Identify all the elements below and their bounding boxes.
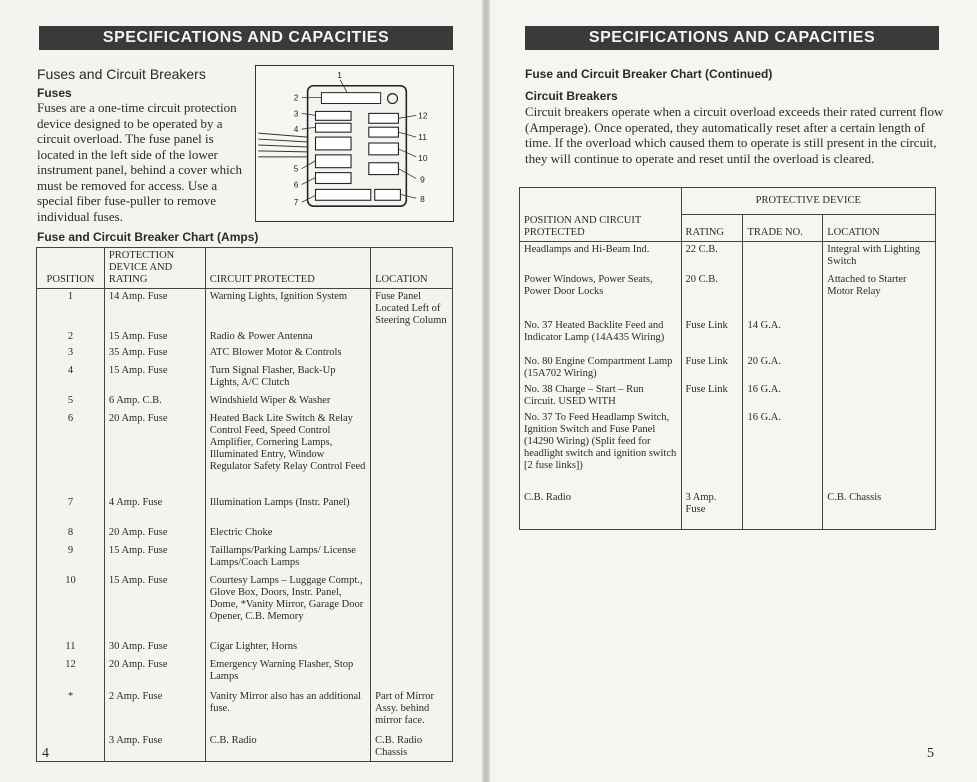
callout-5: 5 (293, 163, 299, 174)
callout-2: 2 (293, 92, 299, 103)
cell-location (371, 345, 453, 363)
fuse-12 (369, 113, 399, 123)
left-page (0, 0, 482, 782)
right-page-number: 5 (927, 746, 934, 761)
fuse-9 (369, 163, 399, 175)
cell-location: Attached to Starter Motor Relay (823, 272, 936, 318)
cell-rating: Fuse Link (681, 354, 743, 382)
col-protection: PROTECTION DEVICE AND RATING (104, 248, 205, 289)
cell-circuit: No. 37 To Feed Headlamp Switch, Ignition Switch and Fuse Panel (14290 Wiring) (Split feed for headlight switch and ignition switch [2 fuse links]) (520, 410, 682, 490)
table-row (520, 242, 936, 272)
cell-location (823, 354, 936, 382)
callout-9: 9 (420, 174, 425, 185)
cell-location (371, 393, 453, 411)
cell-position: 11 (37, 639, 105, 657)
right-page (490, 0, 977, 782)
cell-circuit: No. 38 Charge – Start – Run Circuit. USED WITH (520, 382, 682, 410)
cell-location: Fuse Panel Located Left of Steering Column (371, 289, 453, 330)
table-row (37, 363, 453, 393)
table-row (37, 345, 453, 363)
table-row (37, 411, 453, 495)
cell-trade-no (743, 242, 823, 272)
cell-rating (681, 410, 743, 490)
cell-rating: 20 Amp. Fuse (104, 657, 205, 689)
fuse-panel-diagram (255, 65, 454, 222)
cell-rating: 15 Amp. Fuse (104, 573, 205, 639)
left-banner: SPECIFICATIONS AND CAPACITIES (39, 26, 453, 50)
cell-location (371, 543, 453, 573)
fuse-7 (316, 189, 371, 200)
table-row (37, 329, 453, 345)
table-row (520, 318, 936, 354)
callout-1: 1 (337, 69, 342, 80)
fuse-4 (316, 123, 352, 132)
cell-circuit: No. 37 Heated Backlite Feed and Indicator Lamp (14A435 Wiring) (520, 318, 682, 354)
callout-6: 6 (293, 179, 299, 190)
cell-circuit: Warning Lights, Ignition System (205, 289, 370, 330)
cell-location (371, 411, 453, 495)
fuses-paragraph: Fuses are a one-time circuit protection device designed to be operated by a circuit overload. The fuse panel is located in the left side of the lower instrument panel, behind a cover which must be removed for access. Use a special fiber fuse-puller to remove individual fuses. (37, 100, 243, 224)
col-location: LOCATION (823, 215, 936, 242)
cell-rating: 15 Amp. Fuse (104, 329, 205, 345)
table-row (37, 733, 453, 762)
cell-location (823, 410, 936, 490)
fuse-1 (321, 93, 380, 104)
fuse-6 (316, 173, 352, 184)
callout-7: 7 (293, 197, 299, 208)
cell-rating: 3 Amp. Fuse (104, 733, 205, 762)
col-location: LOCATION (371, 248, 453, 289)
cell-circuit: Radio & Power Antenna (205, 329, 370, 345)
cell-trade-no: 16 G.A. (743, 410, 823, 490)
cell-rating: Fuse Link (681, 382, 743, 410)
cell-rating: 20 Amp. Fuse (104, 411, 205, 495)
cell-position: 5 (37, 393, 105, 411)
fuse-chart-table (36, 247, 453, 762)
cell-location: Part of Mirror Assy. behind mirror face. (371, 689, 453, 733)
fuse-3 (316, 111, 352, 120)
cell-location (371, 525, 453, 543)
cell-circuit: ATC Blower Motor & Controls (205, 345, 370, 363)
breaker-chart-table (519, 187, 936, 530)
callout-10: 10 (418, 152, 428, 163)
col-circuit: CIRCUIT PROTECTED (205, 248, 370, 289)
cell-rating: 15 Amp. Fuse (104, 363, 205, 393)
cell-rating: 4 Amp. Fuse (104, 495, 205, 525)
callout-11: 11 (418, 132, 427, 143)
cell-location (371, 573, 453, 639)
cell-trade-no: 14 G.A. (743, 318, 823, 354)
col-position: POSITION (37, 248, 105, 289)
cell-location (371, 639, 453, 657)
cell-circuit: Windshield Wiper & Washer (205, 393, 370, 411)
col-position-circuit: POSITION AND CIRCUIT PROTECTED (520, 188, 682, 242)
table-row (520, 272, 936, 318)
cell-circuit: Headlamps and Hi-Beam Ind. (520, 242, 682, 272)
table-row (37, 525, 453, 543)
right-chart-title: Fuse and Circuit Breaker Chart (Continued) (525, 67, 773, 81)
cell-circuit: Illumination Lamps (Instr. Panel) (205, 495, 370, 525)
fuse-11 (369, 127, 399, 137)
callout-3: 3 (293, 108, 299, 119)
breakers-paragraph: Circuit breakers operate when a circuit overload exceeds their rated current flow (Amperage). Once operated, they automatically reset after a certain length of time. If the overload which caused them to operate is still present in the circuit, they will continue to operate and reset until the overload is cleared. (525, 104, 944, 166)
cell-rating: 20 C.B. (681, 272, 743, 318)
cell-position: 4 (37, 363, 105, 393)
cell-circuit: Power Windows, Power Seats, Power Door Locks (520, 272, 682, 318)
cell-position: 10 (37, 573, 105, 639)
col-protective-device: PROTECTIVE DEVICE (681, 188, 935, 215)
cell-rating: 3 Amp. Fuse (681, 490, 743, 530)
table-row (37, 689, 453, 733)
cell-rating: Fuse Link (681, 318, 743, 354)
cell-circuit: Heated Back Lite Switch & Relay Control Feed, Speed Control Amplifier, Cornering Lamps, Illuminated Entry, Window Regulator Safety Relay Control Feed (205, 411, 370, 495)
fuse-10 (369, 143, 399, 155)
cell-position: 1 (37, 289, 105, 330)
wiring-harness (258, 133, 307, 157)
cell-position: 6 (37, 411, 105, 495)
cell-position: 9 (37, 543, 105, 573)
cell-position: 12 (37, 657, 105, 689)
cell-trade-no (743, 272, 823, 318)
callout-4: 4 (293, 124, 299, 135)
cell-rating: 6 Amp. C.B. (104, 393, 205, 411)
cell-position: 2 (37, 329, 105, 345)
cell-rating: 15 Amp. Fuse (104, 543, 205, 573)
cell-circuit: Courtesy Lamps – Luggage Compt., Glove Box, Doors, Instr. Panel, Dome, *Vanity Mirror, Garage Door Opener, C.B. Memory (205, 573, 370, 639)
table-row (37, 289, 453, 330)
table-row (520, 410, 936, 490)
cell-circuit: Cigar Lighter, Horns (205, 639, 370, 657)
fuse-8 (375, 189, 401, 200)
table-row (520, 490, 936, 530)
cell-position: * (37, 689, 105, 733)
table-row (37, 495, 453, 525)
table-row (37, 543, 453, 573)
cell-rating: 20 Amp. Fuse (104, 525, 205, 543)
section-title: Fuses and Circuit Breakers (37, 66, 206, 82)
callout-8: 8 (420, 194, 425, 205)
fuse-5 (316, 155, 352, 168)
cell-trade-no: 20 G.A. (743, 354, 823, 382)
cell-trade-no (743, 490, 823, 530)
cell-circuit: Emergency Warning Flasher, Stop Lamps (205, 657, 370, 689)
left-page-number: 4 (42, 746, 49, 761)
table-row (37, 573, 453, 639)
cell-location (371, 363, 453, 393)
cell-circuit: Electric Choke (205, 525, 370, 543)
col-trade-no: TRADE NO. (743, 215, 823, 242)
cell-location: C.B. Radio Chassis (371, 733, 453, 762)
table-row (520, 382, 936, 410)
table-row (37, 639, 453, 657)
cell-circuit: C.B. Radio (520, 490, 682, 530)
cell-location: C.B. Chassis (823, 490, 936, 530)
book-gutter (482, 0, 490, 782)
fuse-4b (316, 137, 352, 150)
fuse-panel-svg (256, 66, 453, 221)
cell-location (371, 329, 453, 345)
table-row (37, 657, 453, 689)
table-row (520, 354, 936, 382)
table-row (37, 393, 453, 411)
cell-location (823, 318, 936, 354)
cell-rating: 30 Amp. Fuse (104, 639, 205, 657)
cell-rating: 14 Amp. Fuse (104, 289, 205, 330)
right-banner: SPECIFICATIONS AND CAPACITIES (525, 26, 939, 50)
cell-location (371, 657, 453, 689)
left-chart-title: Fuse and Circuit Breaker Chart (Amps) (37, 230, 259, 244)
col-rating: RATING (681, 215, 743, 242)
cell-circuit: No. 80 Engine Compartment Lamp (15A702 Wiring) (520, 354, 682, 382)
cell-location: Integral with Lighting Switch (823, 242, 936, 272)
cell-location (371, 495, 453, 525)
cell-circuit: Taillamps/Parking Lamps/ License Lamps/Coach Lamps (205, 543, 370, 573)
cell-circuit: C.B. Radio (205, 733, 370, 762)
cell-rating: 22 C.B. (681, 242, 743, 272)
cell-rating: 35 Amp. Fuse (104, 345, 205, 363)
cell-position: 3 (37, 345, 105, 363)
cell-position: 8 (37, 525, 105, 543)
cell-location (823, 382, 936, 410)
callout-12: 12 (418, 110, 428, 121)
fuses-subheading: Fuses (37, 86, 72, 100)
cell-trade-no: 16 G.A. (743, 382, 823, 410)
cell-circuit: Vanity Mirror also has an additional fuse. (205, 689, 370, 733)
cell-position: 7 (37, 495, 105, 525)
breakers-subheading: Circuit Breakers (525, 89, 618, 103)
cell-rating: 2 Amp. Fuse (104, 689, 205, 733)
cell-circuit: Turn Signal Flasher, Back-Up Lights, A/C Clutch (205, 363, 370, 393)
